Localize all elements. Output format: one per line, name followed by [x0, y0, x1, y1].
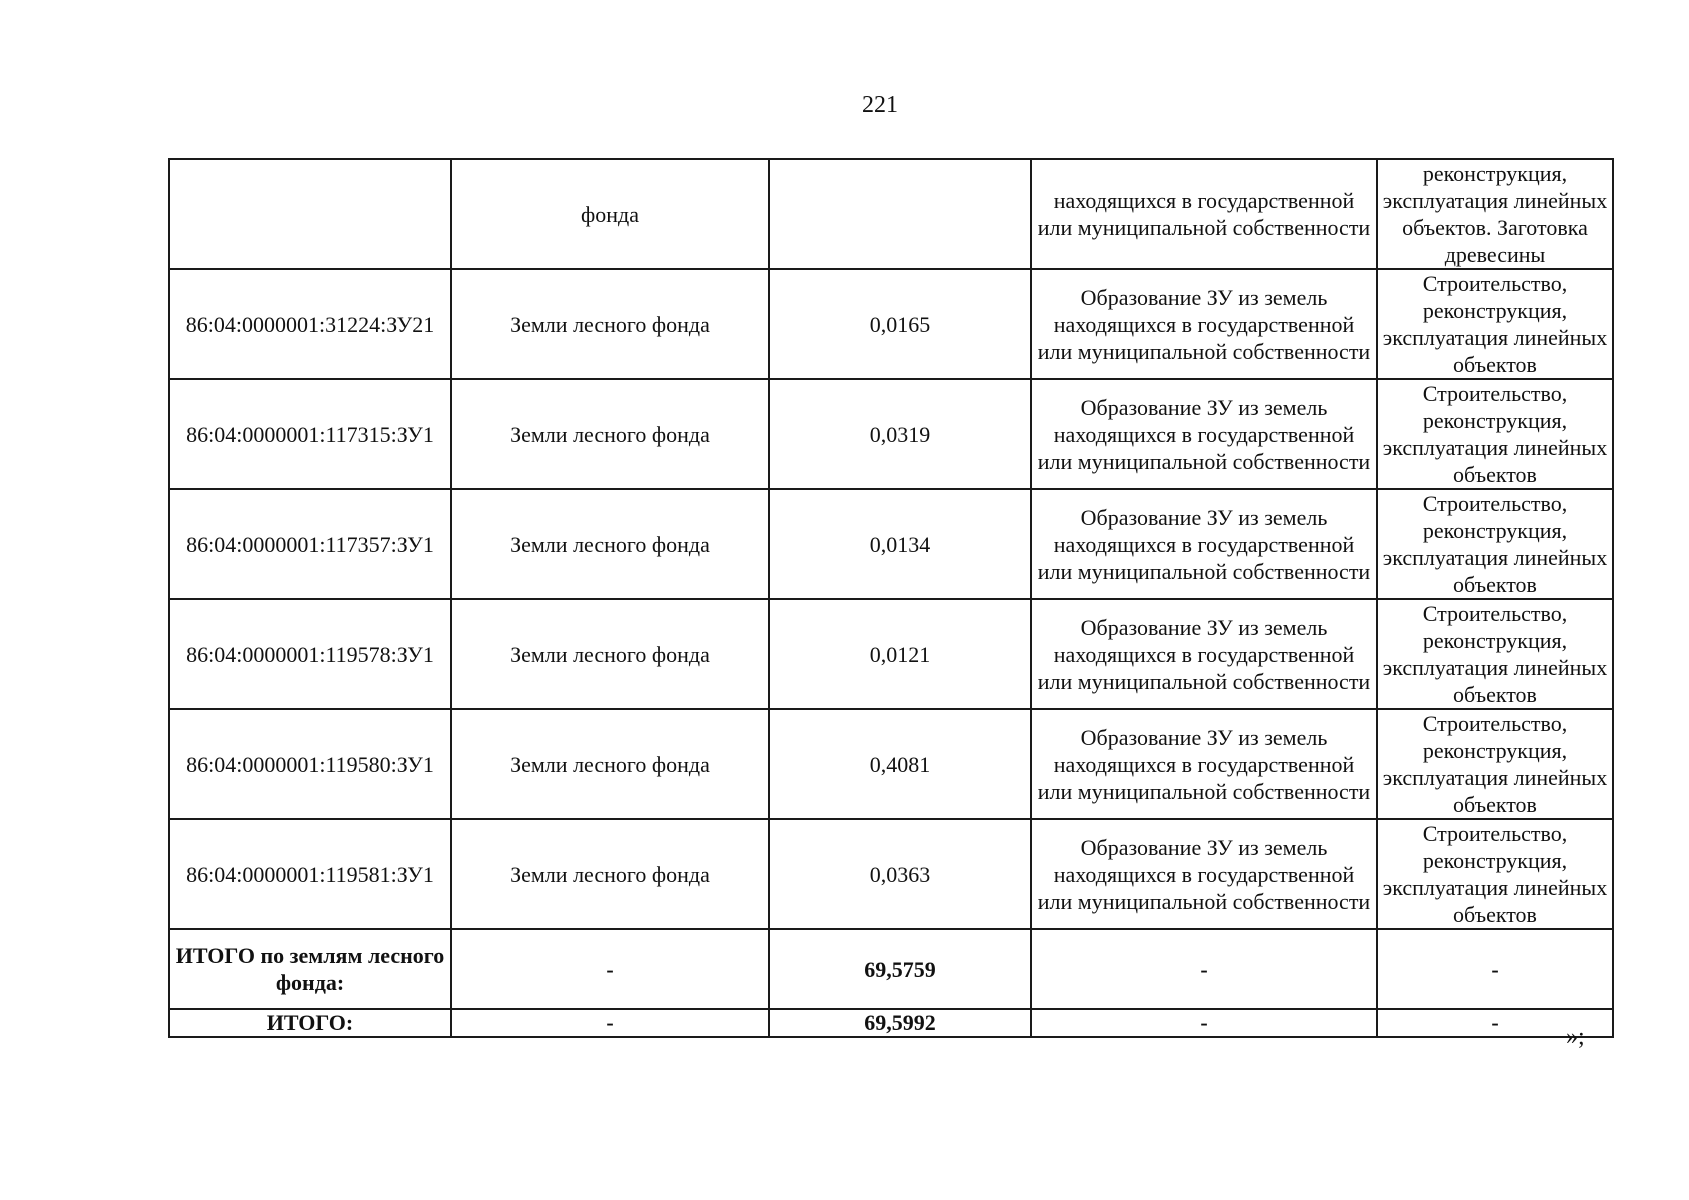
- cell-land-category: Земли лесного фонда: [451, 269, 769, 379]
- subtotal-purpose: -: [1377, 929, 1613, 1009]
- table-row-continuation: [169, 159, 1613, 269]
- cell-land-category: Земли лесного фонда: [451, 379, 769, 489]
- cell-land-category: фонда: [451, 159, 769, 269]
- total-row: [169, 1009, 1613, 1037]
- table-row: [169, 599, 1613, 709]
- cell-land-category: Земли лесного фонда: [451, 819, 769, 929]
- cell-plot-id: 86:04:0000001:117357:ЗУ1: [169, 489, 451, 599]
- cell-plot-id: 86:04:0000001:119578:ЗУ1: [169, 599, 451, 709]
- cell-area: 0,0363: [769, 819, 1031, 929]
- cell-plot-id: 86:04:0000001:117315:ЗУ1: [169, 379, 451, 489]
- cell-plot-id: 86:04:0000001:31224:ЗУ21: [169, 269, 451, 379]
- cell-permitted-use: Строительство, реконструкция, эксплуатация линейных объектов: [1377, 489, 1613, 599]
- cell-formation-method: Образование ЗУ из земель находящихся в государственной или муниципальной собственности: [1031, 379, 1377, 489]
- cell-permitted-use: реконструкция, эксплуатация линейных объектов. Заготовка древесины: [1377, 159, 1613, 269]
- cell-land-category: Земли лесного фонда: [451, 489, 769, 599]
- cell-area: [769, 159, 1031, 269]
- total-label: ИТОГО:: [169, 1009, 451, 1037]
- cell-formation-method: Образование ЗУ из земель находящихся в государственной или муниципальной собственности: [1031, 599, 1377, 709]
- subtotal-label: ИТОГО по землям лесного фонда:: [169, 929, 451, 1009]
- cell-area: 0,0165: [769, 269, 1031, 379]
- total-area: 69,5992: [769, 1009, 1031, 1037]
- cell-formation-method: Образование ЗУ из земель находящихся в государственной или муниципальной собственности: [1031, 489, 1377, 599]
- cell-area: 0,4081: [769, 709, 1031, 819]
- cell-permitted-use: Строительство, реконструкция, эксплуатация линейных объектов: [1377, 819, 1613, 929]
- cell-plot-id: 86:04:0000001:119581:ЗУ1: [169, 819, 451, 929]
- cell-land-category: Земли лесного фонда: [451, 709, 769, 819]
- subtotal-method: -: [1031, 929, 1377, 1009]
- cell-plot-id: 86:04:0000001:119580:ЗУ1: [169, 709, 451, 819]
- cell-land-category: Земли лесного фонда: [451, 599, 769, 709]
- subtotal-area: 69,5759: [769, 929, 1031, 1009]
- cell-area: 0,0319: [769, 379, 1031, 489]
- cell-permitted-use: Строительство, реконструкция, эксплуатация линейных объектов: [1377, 379, 1613, 489]
- table-row: [169, 379, 1613, 489]
- page-number: 221: [862, 92, 898, 118]
- cell-area: 0,0134: [769, 489, 1031, 599]
- total-category: -: [451, 1009, 769, 1037]
- subtotal-category: -: [451, 929, 769, 1009]
- cell-permitted-use: Строительство, реконструкция, эксплуатация линейных объектов: [1377, 599, 1613, 709]
- table-row: [169, 489, 1613, 599]
- cell-plot-id: [169, 159, 451, 269]
- total-purpose: -: [1377, 1009, 1613, 1037]
- total-method: -: [1031, 1009, 1377, 1037]
- cell-area: 0,0121: [769, 599, 1031, 709]
- cell-formation-method: Образование ЗУ из земель находящихся в государственной или муниципальной собственности: [1031, 269, 1377, 379]
- table-row: [169, 269, 1613, 379]
- cell-formation-method: находящихся в государственной или муниципальной собственности: [1031, 159, 1377, 269]
- subtotal-row: [169, 929, 1613, 1009]
- cell-permitted-use: Строительство, реконструкция, эксплуатация линейных объектов: [1377, 269, 1613, 379]
- table-row: [169, 709, 1613, 819]
- table-row: [169, 819, 1613, 929]
- cell-formation-method: Образование ЗУ из земель находящихся в государственной или муниципальной собственности: [1031, 709, 1377, 819]
- closing-quote-mark: »;: [1566, 1024, 1585, 1050]
- cell-permitted-use: Строительство, реконструкция, эксплуатация линейных объектов: [1377, 709, 1613, 819]
- land-plots-table: [168, 158, 1614, 1038]
- cell-formation-method: Образование ЗУ из земель находящихся в государственной или муниципальной собственности: [1031, 819, 1377, 929]
